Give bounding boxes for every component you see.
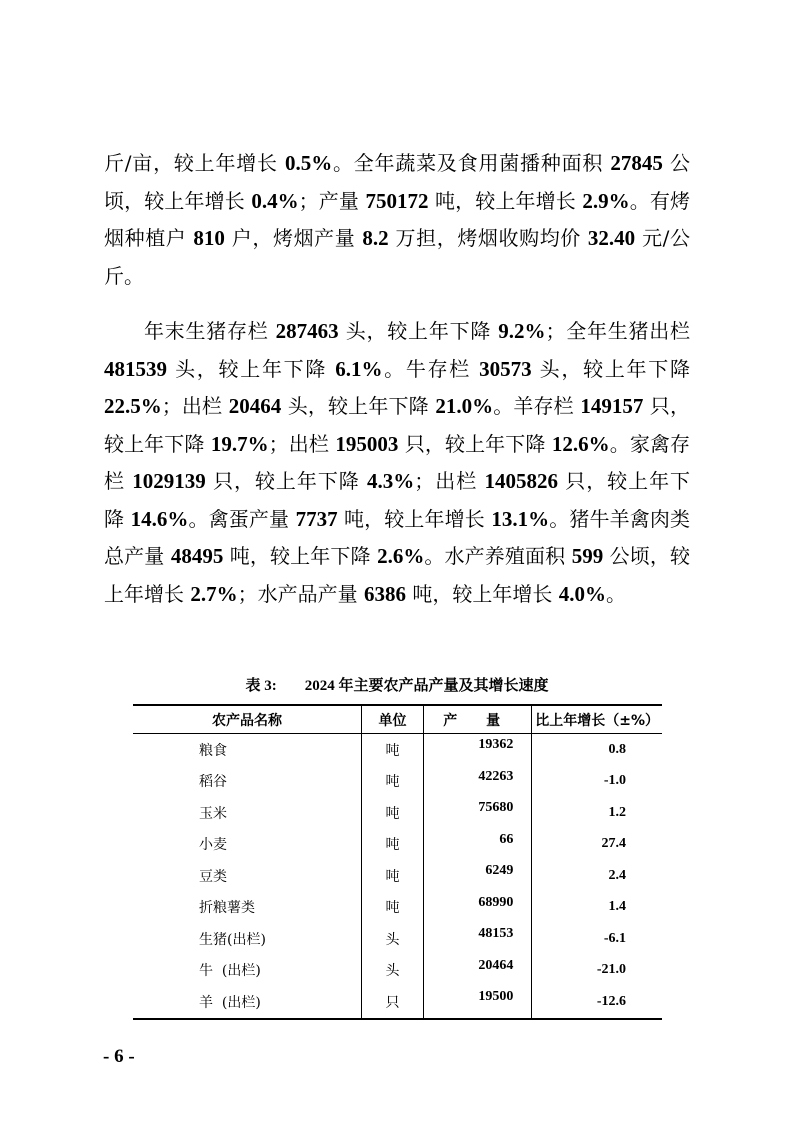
cell-unit: 吨 [362,892,424,924]
table-row [133,860,662,892]
table-row [133,923,662,955]
text-run: ；产量 [298,188,366,213]
header-output-label: 产 量 [443,712,513,729]
cell-growth: -21.0 [596,962,626,978]
bold-figure: 1029139 [132,469,206,493]
bold-figure: 19.7% [210,431,269,456]
bold-figure: 21.0% [435,394,494,418]
cell-product-name: 折粮薯类 [133,892,362,924]
header-unit: 单位 [362,705,424,734]
cell-growth: 0.8 [608,741,626,757]
bold-figure: 27845 [610,151,663,175]
cell-unit: 吨 [362,860,424,892]
text-run: 只，较上年下降 [205,469,368,493]
table-row [133,955,662,987]
cell-product-name: 小麦 [133,829,362,861]
cell-product-name: 生猪(出栏) [133,923,362,955]
paragraph-livestock-aquatic [104,313,690,613]
cell-output: 68990 [424,892,532,924]
table-header-row [133,705,662,734]
header-product-name: 农产品名称 [133,705,362,734]
text-run: 元/公斤。 [104,226,690,288]
text-run: 。羊存栏 [493,394,581,418]
text-run: ；出栏 [268,431,336,456]
page-number: - 6 - [103,1046,135,1067]
table-caption-label: 表 3: [245,678,277,694]
text-run: 吨，较上年增长 [337,506,492,531]
text-run: 。水产养殖面积 [424,544,572,568]
cell-product-name: 羊 (出栏) [133,986,362,1019]
cell-output: 75680 [424,797,532,829]
bold-figure: 7737 [295,506,338,531]
bold-figure: 810 [193,226,225,250]
bold-figure: 195003 [335,431,399,456]
text-run: 只，较上年下降 [104,469,691,531]
cell-output: 20464 [424,955,532,987]
cell-unit: 吨 [362,797,424,829]
cell-product-name: 牛 (出栏) [133,955,362,987]
table-row [133,892,662,924]
text-run: 万担，烤烟收购均价 [388,226,588,250]
bold-figure: 12.6% [551,431,610,456]
cell-product-name: 粮食 [133,734,362,766]
bold-figure: 48495 [170,544,224,568]
table-row [133,797,662,829]
bold-figure: 32.40 [587,226,636,250]
cell-growth: -1.0 [603,773,626,789]
bold-figure: 14.6% [130,506,189,531]
bold-figure: 8.2 [362,226,389,250]
bold-figure: 2.9% [582,188,630,213]
table-row [133,829,662,861]
header-growth: 比上年增长（±%） [535,712,660,729]
text-run: 。有烤烟种植户 [104,188,691,250]
cell-unit: 只 [362,986,424,1019]
bold-figure: 599 [571,544,604,568]
cell-growth: -6.1 [603,930,626,946]
bold-figure: 2.6% [377,544,425,568]
bold-figure: 0.4% [251,188,299,213]
table-row [133,986,662,1019]
cell-output: 6249 [424,860,532,892]
bold-figure: 20464 [228,394,282,418]
bold-figure: 0.5% [284,151,333,175]
bold-figure: 750172 [365,188,429,213]
text-run: 户，烤烟产量 [224,226,363,250]
text-run: 。禽蛋产量 [188,506,296,531]
text-run: 斤/亩，较上年增长 [104,151,285,175]
text-run: 公顷，较上年增长 [104,151,690,213]
text-run: 。家禽存栏 [104,431,691,493]
bold-figure: 30573 [479,356,532,381]
table-caption [0,674,794,695]
text-run: 。 [605,581,626,606]
cell-product-name: 稻谷 [133,766,362,798]
cell-output: 48153 [424,923,532,955]
cell-unit: 吨 [362,766,424,798]
text-run: 。全年蔬菜及食用菌播种面积 [332,151,611,175]
bold-figure: 2.7% [190,581,238,606]
agri-production-table [133,704,662,1020]
bold-figure: 13.1% [491,506,550,531]
cell-growth: 1.2 [608,804,626,820]
bold-figure: 4.0% [558,581,606,606]
bold-figure: 22.5% [104,394,162,418]
bold-figure: 9.2% [498,319,546,343]
bold-figure: 149157 [580,394,644,418]
bold-figure: 6386 [363,581,406,606]
cell-unit: 吨 [362,829,424,861]
cell-growth: 2.4 [608,867,626,883]
text-run: 只，较上年下降 [398,431,552,456]
text-run: 吨，较上年增长 [428,188,583,213]
text-run: ；水产品产量 [237,581,364,606]
cell-unit: 头 [362,923,424,955]
header-output [424,705,532,734]
cell-output: 19500 [424,986,532,1019]
table-row [133,734,662,766]
cell-output: 19362 [424,734,532,766]
bold-figure: 6.1% [335,356,383,381]
cell-unit: 头 [362,955,424,987]
text-run: 只，较上年下降 [104,394,691,456]
table-row [133,766,662,798]
cell-output: 66 [424,829,532,861]
bold-figure: 1405826 [484,469,558,493]
text-run: 。牛存栏 [382,356,480,381]
text-run: 吨，较上年下降 [223,544,378,568]
text-run: 吨，较上年增长 [405,581,559,606]
paragraph-crops-tobacco [104,145,690,295]
cell-growth: 27.4 [601,836,626,852]
text-run: ；出栏 [161,394,229,418]
cell-unit: 吨 [362,734,424,766]
text-run: 头，较上年下降 [338,319,499,343]
text-run: ；出栏 [414,469,485,493]
text-run: ；全年生猪出栏 [545,319,691,343]
table-caption-title: 2024 年主要农产品产量及其增长速度 [304,678,549,694]
bold-figure: 287463 [275,319,339,343]
cell-output: 42263 [424,766,532,798]
text-run: 。猪牛羊禽肉类总产量 [104,506,691,568]
cell-product-name: 玉米 [133,797,362,829]
text-run: 头，较上年下降 [531,356,690,381]
bold-figure: 4.3% [367,469,415,493]
text-run: 公顷，较上年增长 [104,544,691,606]
text-run: 头，较上年下降 [167,356,336,381]
cell-growth: 1.4 [608,899,626,915]
bold-figure: 481539 [104,356,167,381]
cell-growth: -12.6 [596,993,626,1009]
table-body [133,734,662,1019]
cell-product-name: 豆类 [133,860,362,892]
text-run: 年末生猪存栏 [144,319,276,343]
text-run: 头，较上年下降 [281,394,436,418]
